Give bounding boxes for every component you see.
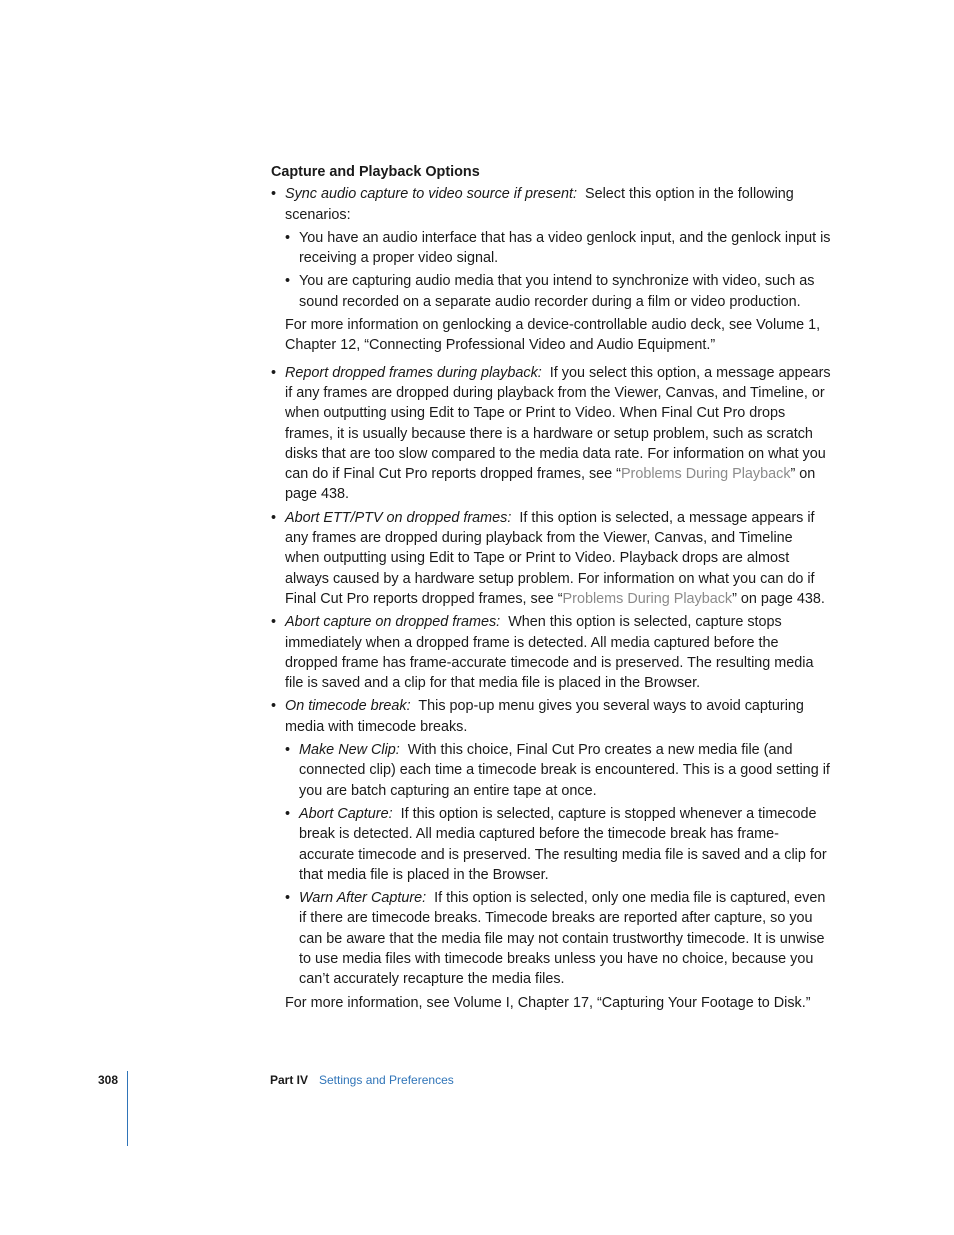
section-heading: Capture and Playback Options	[271, 164, 480, 180]
timecode-note: For more information, see Volume I, Chapter 17, “Capturing Your Footage to Disk.”	[285, 994, 811, 1011]
term: Make New Clip:	[299, 742, 400, 759]
sub-bullet-abort-capture	[271, 804, 831, 885]
description: If this option is selected, capture is stopped whenever a timecode break is detected. All media captured before the timecode break has frame-accurate timecode and is preserved. The resulting media file is saved and a clip for that media file is placed in the Browser.	[299, 805, 827, 883]
description: This pop-up menu gives you several ways to avoid capturing media with timecode breaks.	[285, 698, 804, 735]
problems-during-playback-link[interactable]: Problems During Playback	[562, 590, 733, 607]
description-tail: ” on page 438.	[732, 590, 825, 607]
footer-part-title[interactable]: Settings and Preferences	[319, 1073, 454, 1087]
sub-bullet-make-new-clip	[271, 740, 831, 801]
page-number: 308	[98, 1073, 119, 1087]
document-body	[271, 162, 831, 1016]
sync-note: For more information on genlocking a device-controllable audio deck, see Volume 1, Chapter 12, “Connecting Professional Video and Audio Equipment.”	[285, 317, 821, 354]
term: Abort ETT/PTV on dropped frames:	[285, 509, 512, 526]
description: You have an audio interface that has a video genlock input, and the genlock input is receiving a proper video signal.	[299, 229, 831, 267]
description: If this option is selected, only one media file is captured, even if there are timecode breaks. Timecode breaks are reported after capture, so you can be aware that the media file may not contain trustworthy timecode. It is unwise to use media files with timecode breaks unless you have no choice, because you can’t accurately recapture the media files.	[299, 890, 826, 988]
bullet-timecode-break	[271, 696, 831, 737]
description: If you select this option, a message appears if any frames are dropped during playback from the Viewer, Canvas, and Timeline, or when outputting using Edit to Tape or Print to Video. When Final Cut Pro drops frames, it is usually because there is a hardware or setup problem, such as scratch disks that are too slow compared to the media data rate. For information on what you can do if Final Cut Pro reports dropped frames, see “	[285, 364, 831, 483]
footer-part-label: Part IV	[270, 1073, 309, 1087]
term: Abort Capture:	[299, 805, 393, 822]
bullet-abort-ett-ptv	[271, 508, 831, 609]
description-tail: ” on page 438.	[285, 466, 816, 503]
description: With this choice, Final Cut Pro creates a new media file (and connected clip) each time a timecode break is encountered. This is a good setting if you are batch capturing an entire tape at once.	[299, 742, 830, 799]
term: Sync audio capture to video source if present:	[285, 186, 577, 203]
problems-during-playback-link[interactable]: Problems During Playback	[620, 466, 791, 483]
term: On timecode break:	[285, 698, 411, 715]
sub-bullet-genlock	[271, 228, 831, 269]
bullet-abort-capture	[271, 612, 831, 693]
bullet-report-dropped-frames	[271, 363, 831, 505]
footer-divider	[127, 1071, 128, 1146]
term: Abort capture on dropped frames:	[285, 614, 501, 631]
description: When this option is selected, capture stops immediately when a dropped frame is detected. All media captured before the dropped frame has frame-accurate timecode and is preserved. The resulting media file is saved and a clip for that media file is placed in the Browser.	[285, 614, 814, 692]
term: Warn After Capture:	[299, 890, 427, 907]
term: Report dropped frames during playback:	[285, 364, 542, 381]
bullet-sync-audio	[271, 184, 831, 225]
description: You are capturing audio media that you intend to synchronize with video, such as sound recorded on a separate audio recorder during a film or video production.	[299, 273, 815, 310]
description: Select this option in the following scenarios:	[285, 186, 794, 223]
description: If this option is selected, a message appears if any frames are dropped during playback from the Viewer, Canvas, and Timeline when outputting using Edit to Tape or Print to Video. Playback drops are almost always caused by a hardware setup problem. For information on what you can do if Final Cut Pro reports dropped frames, see “	[285, 509, 815, 607]
sub-bullet-warn-after-capture	[271, 888, 831, 989]
sub-bullet-separate-audio	[271, 271, 831, 312]
